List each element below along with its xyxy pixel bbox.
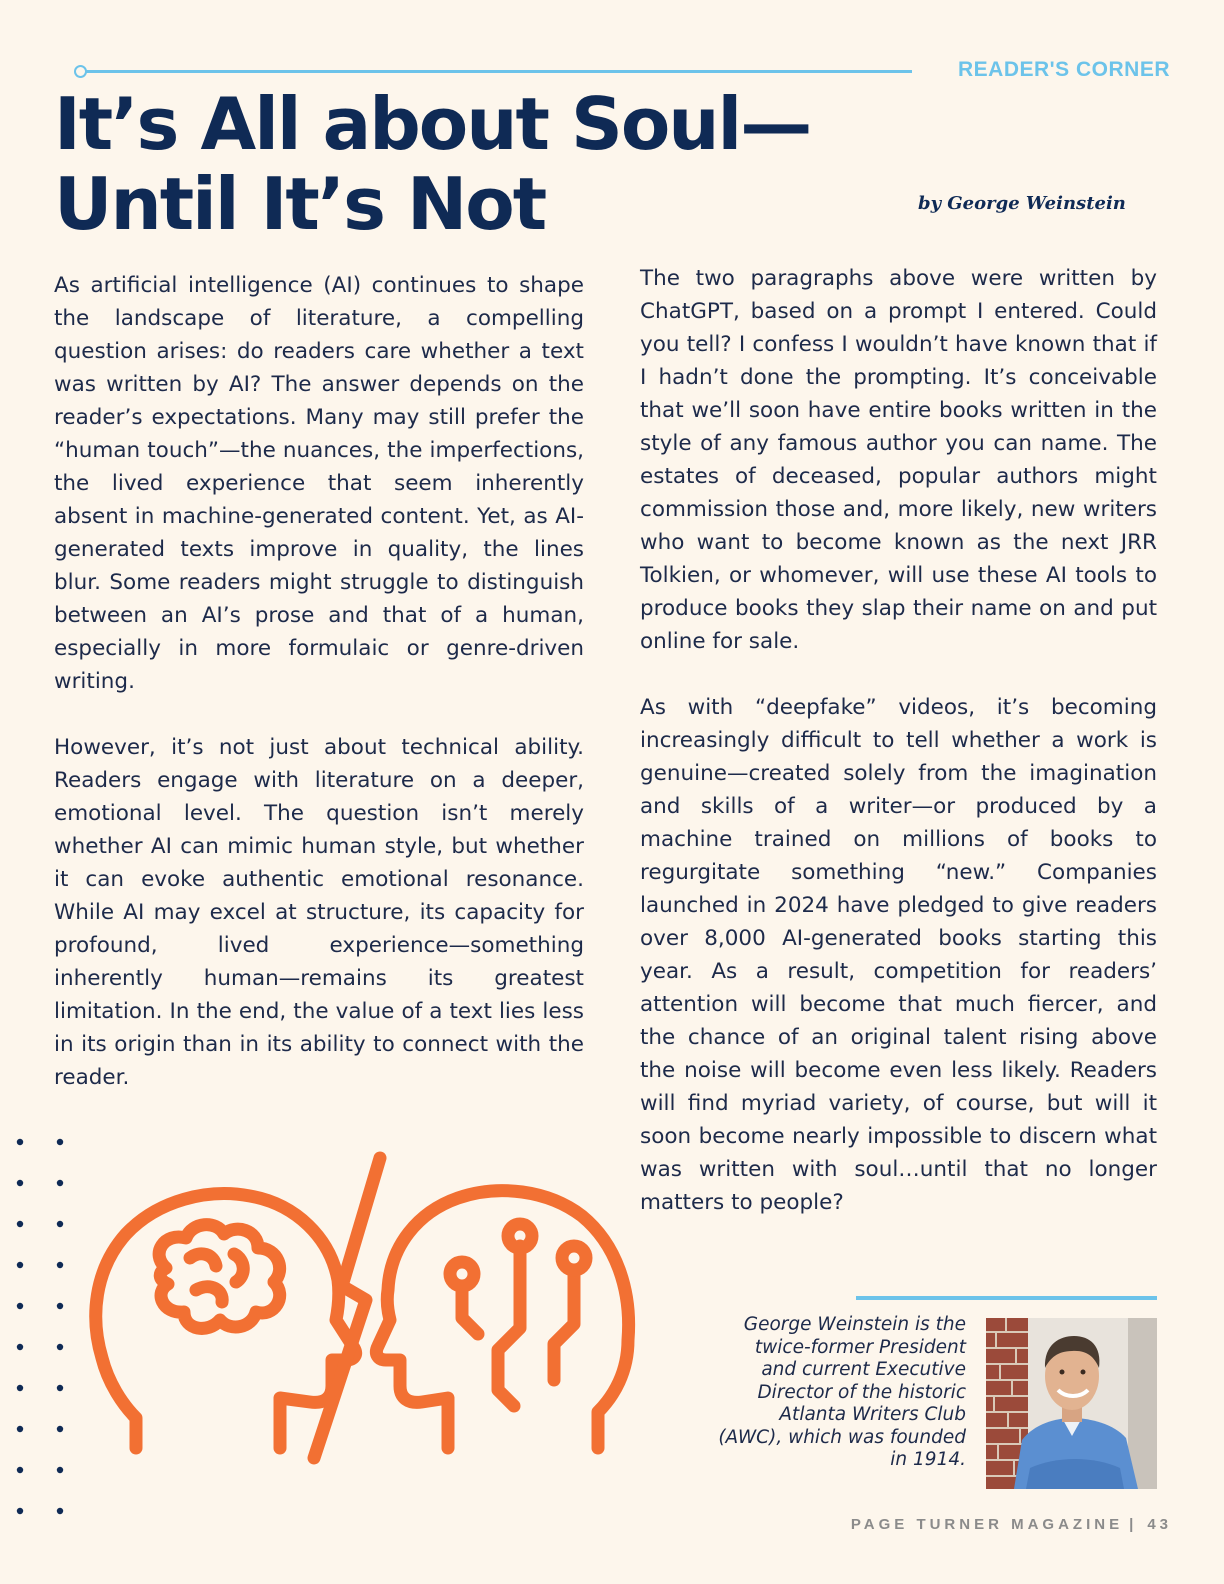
article-title <box>54 84 934 244</box>
bio-line: Director of the historic <box>757 1381 966 1403</box>
title-line-2: Until It’s Not <box>54 162 546 246</box>
author-bio <box>706 1314 966 1472</box>
bio-rule <box>856 1296 1157 1300</box>
article-right-column <box>640 262 1157 1252</box>
page-footer <box>851 1516 1172 1533</box>
top-rule-end-dot <box>74 65 87 78</box>
bio-line: in 1914. <box>890 1449 966 1470</box>
lightning-divider-icon <box>314 1158 380 1458</box>
paragraph: As with “deepfake” videos, it’s becoming increasingly difficult to tell whether a work is genuine—created solely from the imagination and skills of a writer—or produced by a machine trained on millions of books to regurgitate something “new.” Companies launched in 2024 have pledged to give readers over 8,000 AI-generated books starting this year. As a result, competition for readers’ attention will become that much fiercer, and the chance of an original talent rising above the noise will become even less likely. Readers will find myriad variety, of course, but will it soon become nearly impossible to discern what was written with soul…until that no longer matters to people? <box>640 695 1157 1215</box>
author-photo <box>986 1318 1157 1489</box>
article-left-column <box>54 269 584 1127</box>
bio-line: (AWC), which was founded <box>718 1426 966 1448</box>
section-label: READER'S CORNER <box>957 58 1170 81</box>
byline: by George Weinstein <box>918 193 1126 214</box>
bio-line: twice-former President <box>754 1336 966 1358</box>
brain-vs-ai-heads-icon <box>88 1150 648 1465</box>
paragraph: As artificial intelligence (AI) continues to shape the landscape of literature, a compelling question arises: do readers care whether a text was written by AI? The answer depends on the reader’s expectations. Many may still prefer the “human touch”—the nuances, the imperfections, the lived experience that seem inherently absent in machine-generated content. Yet, as AI-generated texts improve in quality, the lines blur. Some readers might struggle to distinguish between an AI’s prose and that of a human, especially in more formulaic or genre-driven writing. <box>54 273 584 694</box>
ai-head-outline-icon <box>376 1191 628 1448</box>
footer-separator: | <box>1129 1516 1138 1533</box>
title-line-1: It’s All about Soul— <box>54 82 811 166</box>
brain-icon <box>159 1225 280 1329</box>
paragraph: The two paragraphs above were written by ChatGPT, based on a prompt I entered. Could you tell? I confess I wouldn’t have known that if I hadn’t done the prompting. It’s conceivable that we’ll soon have entire books written in the style of any famous author you can name. The estates of deceased, popular authors might commission those and, more likely, new writers who want to become known as the next JRR Tolkien, or whomever, will use these AI tools to produce books they slap their name on and put online for sale. <box>640 266 1157 654</box>
bio-line: and current Executive <box>761 1359 966 1380</box>
decorative-dot-grid-icon <box>14 1135 74 1535</box>
magazine-name: PAGE TURNER MAGAZINE <box>850 1516 1124 1533</box>
bio-line: George Weinstein is the <box>743 1314 966 1335</box>
top-rule <box>80 70 912 73</box>
paragraph: However, it’s not just about technical ability. Readers engage with literature on a deeper, emotional level. The question isn’t merely whether AI can mimic human style, but whether it can evoke authentic emotional resonance. While AI may excel at structure, its capacity for profound, lived experience—something inherently human—remains its greatest limitation. In the end, the value of a text lies less in its origin than in its ability to connect with the reader. <box>54 735 584 1090</box>
bio-line: Atlanta Writers Club <box>779 1404 966 1425</box>
page-number: 43 <box>1147 1516 1172 1533</box>
circuit-trace-icon <box>498 1246 520 1406</box>
